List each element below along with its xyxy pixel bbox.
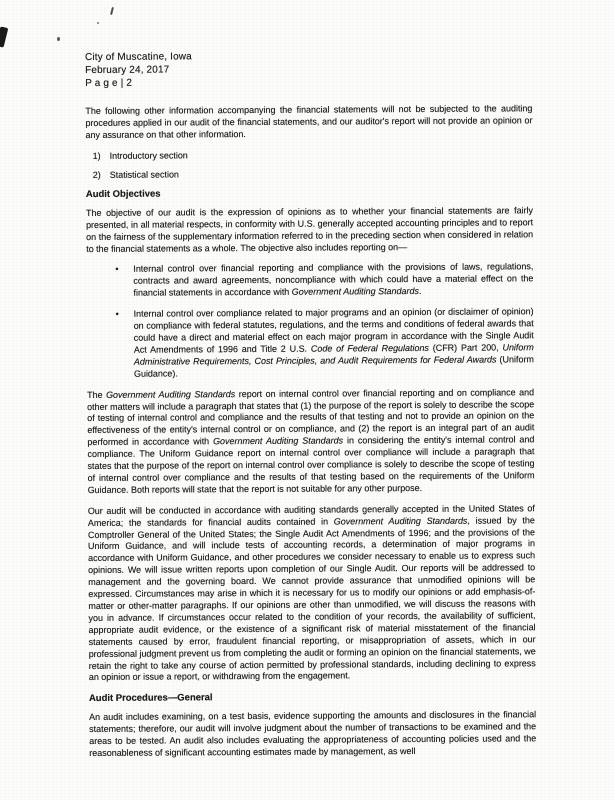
list-number: 1) bbox=[92, 151, 101, 162]
bullet-text bbox=[133, 262, 533, 300]
text-segment: An audit includes examining, on a test basis, evidence supporting the amounts and disclosures in the financial statements; therefore, our audit will involve judgment about the number of transactions to be examined and the areas to be tested. An audit also includes evaluating the appropriateness of accounting policies used and the reasonableness of significant accounting estimates made by management, as well bbox=[89, 709, 537, 758]
scan-artifact bbox=[57, 37, 60, 41]
italic-text-segment: Government Auditing Standards bbox=[106, 388, 236, 400]
text-segment: Internal control over compliance related to major programs and an opinion (or disclaimer of opinion) on compliance with federal statutes, regulations, and the terms and conditions of federal awards that could have a direct and material effect on each major program in accordance with the Single Audit Act Amendments of 1996 and Title 2 U.S. bbox=[133, 306, 534, 355]
list-number: 2) bbox=[92, 169, 101, 180]
header-date: February 24, 2017 bbox=[85, 64, 170, 76]
bullet-marker: • bbox=[115, 264, 119, 275]
header-page-number: P a g e | 2 bbox=[85, 77, 133, 89]
paragraph bbox=[87, 387, 535, 497]
list-item-text bbox=[110, 150, 188, 160]
bullet-text bbox=[134, 306, 534, 380]
bullet-item bbox=[86, 262, 533, 300]
section-heading bbox=[86, 186, 533, 201]
bullet-item bbox=[87, 306, 534, 380]
italic-text-segment: Government Auditing Standards bbox=[333, 515, 468, 527]
header-organization: City of Muscatine, Iowa bbox=[85, 51, 192, 63]
text-segment: Our audit will be conducted in accordance with auditing standards generally accepted in the United States of America; the standards for financial audits contained in bbox=[87, 503, 535, 528]
italic-text-segment: Uniform Administrative Requirements, Cost Principles, and Audit Requirements for Federal Awards bbox=[133, 342, 534, 367]
paragraph bbox=[88, 503, 536, 684]
paragraph bbox=[89, 710, 536, 760]
list-item-text bbox=[110, 169, 179, 179]
text-segment: Audit Procedures—General bbox=[88, 692, 213, 705]
section-heading bbox=[89, 691, 536, 706]
text-segment: Statistical section bbox=[109, 169, 179, 180]
text-segment: , issued by the Comptroller General of the United States; the Single Audit Act Amendments of 1996; and the provisions of the Uniform Guidance, and will include tests of accounting records, a determination of major programs in accordance with Uniform Guidance, and other procedures we consider necessary to enable us to express such opinions. We will issue written reports upon completion of our Single Audit. Our reports will be addressed to management and the governing board. We cannot provide assurance that unmodified opinions will be expressed. Circumstances may arise in which it is necessary for us to modify our opinions or add emphasis-of-matter or other-matter paragraphs. If our opinions are other than unmodified, we will discuss the reasons with you in advance. If circumstances occur related to the condition of your records, the availability of sufficient, appropriate audit evidence, or the existence of a significant risk of material misstatement of the financial statements caused by error, fraudulent financial reporting, or misappropriation of assets, which in our professional judgment prevent us from completing the audit or forming an opinion on the financial statements, we retain the right to take any course of action permitted by professional standards, including declining to express an opinion or issue a report, or withdrawing from the engagement. bbox=[87, 514, 536, 683]
italic-text-segment: Code of Federal Regulations bbox=[310, 342, 429, 354]
paragraph bbox=[86, 205, 533, 255]
text-segment: Internal control over financial reporting and compliance with the provisions of laws, regulations, contracts and award agreements, noncompliance with which could have a material effect on the financial statements in accordance with bbox=[133, 261, 534, 298]
text-segment: (CFR) Part 200, bbox=[428, 342, 503, 353]
text-segment: The following other information accompanying the financial statements will not be subjected to the auditing procedures applied in our audit of the financial statements, and our auditor's report will not provide an opinion or any assurance on that other information. bbox=[85, 103, 533, 141]
numbered-list-item bbox=[86, 167, 533, 182]
paragraph bbox=[85, 104, 532, 142]
numbered-list-item bbox=[86, 148, 533, 163]
text-segment: Introductory section bbox=[109, 150, 188, 161]
text-segment: in considering the entity's internal control and compliance. The Uniform Guidance report on internal control over compliance will include a paragraph that states that the purpose of the report on internal control over compliance is solely to describe the scope of testing of internal control over compliance and the results of that testing based on the requirements of the Uniform Guidance. Both reports will state that the report is not suitable for any other purpose. bbox=[87, 434, 535, 495]
text-segment: report on internal control over financial reporting and on compliance and other matters will include a paragraph that states that (1) the purpose of the report is solely to describe the scope of testing of internal control and compliance and the results of that testing and not to provide an opinion on the effectiveness of the entity's internal control or on compliance, and (2) the report is an integral part of an audit performed in accordance with bbox=[87, 386, 535, 448]
text-segment: The objective of our audit is the expression of opinions as to whether your financial statements are fairly presented, in all material respects, in conformity with U.S. generally accepted accounting principles and to report on the fairness of the supplementary information referred to in the preceding section when considered in relation to the financial statements as a whole. The objective also includes reporting on— bbox=[85, 205, 534, 254]
text-segment: Audit Objectives bbox=[85, 188, 161, 200]
text-segment: . bbox=[418, 286, 422, 297]
bullet-marker: • bbox=[115, 308, 119, 319]
text-segment: The bbox=[87, 389, 107, 400]
scan-artifact bbox=[110, 7, 114, 15]
letter-header bbox=[85, 49, 532, 90]
text-segment: (Uniform Guidance). bbox=[133, 354, 534, 379]
scan-artifact bbox=[0, 26, 8, 47]
document-page bbox=[85, 49, 536, 769]
document-content bbox=[85, 104, 536, 760]
italic-text-segment: Government Auditing Standards bbox=[213, 435, 344, 447]
italic-text-segment: Government Auditing Standards bbox=[291, 286, 419, 298]
scan-artifact bbox=[97, 22, 99, 24]
